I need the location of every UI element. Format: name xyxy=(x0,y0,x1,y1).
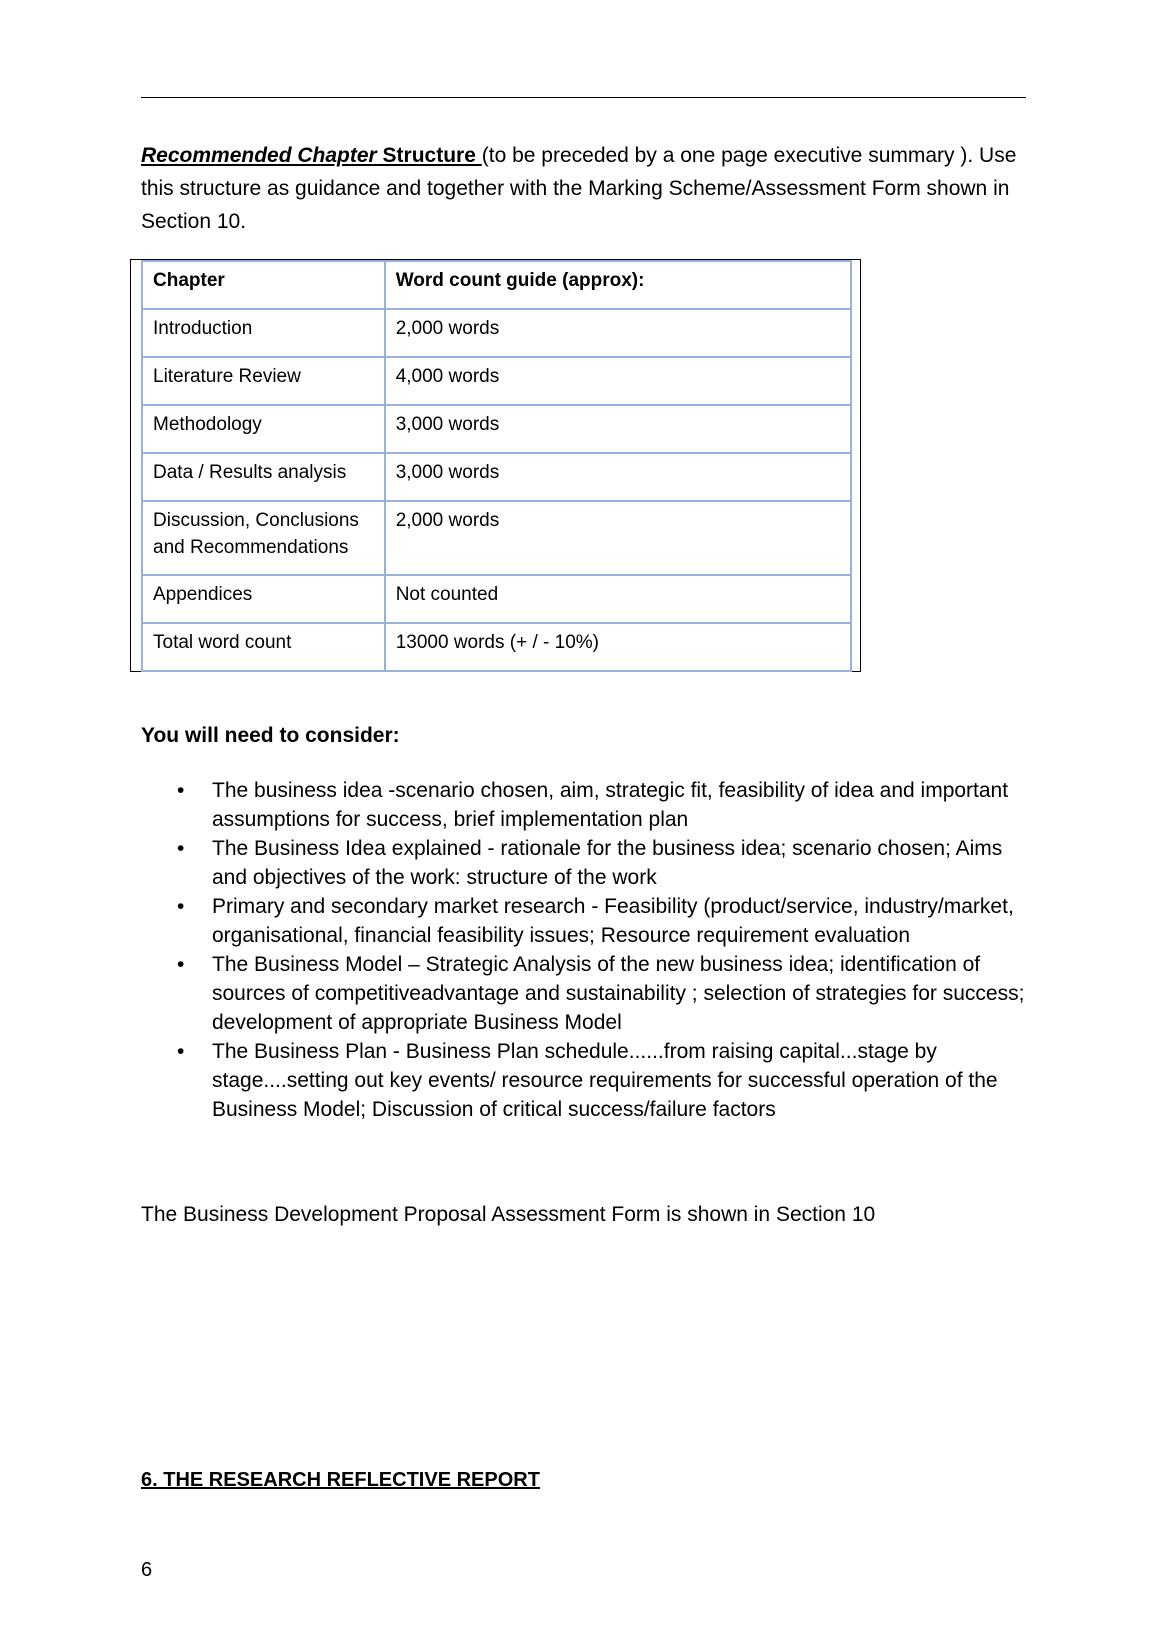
list-item-text: The Business Model – Strategic Analysis of the new business idea; identification of sources of competitiveadvantage and sustainability ; selection of strategies for success; development of appropriate Business Model xyxy=(212,953,1025,1034)
consider-heading: You will need to consider: xyxy=(141,724,400,747)
header-rule xyxy=(141,97,1026,98)
list-item-text: The business idea -scenario chosen, aim, strategic fit, feasibility of idea and important assumptions for success, brief implementation plan xyxy=(212,779,1009,831)
table-row xyxy=(142,357,851,405)
bullet-icon: • xyxy=(177,895,185,918)
chapter-cell: Literature Review xyxy=(142,357,385,405)
chapter-cell: Data / Results analysis xyxy=(142,453,385,501)
table-row xyxy=(142,623,851,671)
table-header-row xyxy=(142,261,851,309)
list-item xyxy=(141,776,1031,834)
list-item xyxy=(141,1037,1031,1124)
list-item xyxy=(141,892,1031,950)
column-header-word-count: Word count guide (approx): xyxy=(385,261,851,309)
word-count-table xyxy=(141,260,852,672)
table-row xyxy=(142,309,851,357)
bullet-icon: • xyxy=(177,837,185,860)
word-count-cell: 13000 words (+ / - 10%) xyxy=(385,623,851,671)
table-row xyxy=(142,501,851,575)
chapter-cell: Introduction xyxy=(142,309,385,357)
intro-title-bold: Structure xyxy=(376,144,482,167)
list-item xyxy=(141,950,1031,1037)
page-number: 6 xyxy=(141,1559,153,1581)
table-row xyxy=(142,453,851,501)
bullet-icon: • xyxy=(177,779,185,802)
word-count-cell: 3,000 words xyxy=(385,405,851,453)
word-count-cell: 2,000 words xyxy=(385,501,851,575)
chapter-cell: Discussion, Conclusions and Recommendations xyxy=(142,501,385,575)
column-header-chapter: Chapter xyxy=(142,261,385,309)
word-count-cell: Not counted xyxy=(385,575,851,623)
table-row xyxy=(142,575,851,623)
closing-paragraph: The Business Development Proposal Assessment Form is shown in Section 10 xyxy=(141,1203,876,1226)
list-item-text: Primary and secondary market research - Feasibility (product/service, industry/market, organisational, financial feasibility issues; Resource requirement evaluation xyxy=(212,895,1014,947)
list-item xyxy=(141,834,1031,892)
word-count-cell: 4,000 words xyxy=(385,357,851,405)
list-item-text: The Business Plan - Business Plan schedule......from raising capital...stage by stage....setting out key events/ resource requirements for successful operation of the Business Model; Discussion of critical success/failure factors xyxy=(212,1040,998,1121)
table-row xyxy=(142,405,851,453)
intro-text: (to be preceded by a one page executive summary ). Use this structure as guidance and together with the Marking Scheme/Assessment Form shown in Section 10. xyxy=(141,144,1017,233)
bullet-icon: • xyxy=(177,953,185,976)
word-count-cell: 2,000 words xyxy=(385,309,851,357)
section-heading: 6. THE RESEARCH REFLECTIVE REPORT xyxy=(141,1469,540,1491)
list-item-text: The Business Idea explained - rationale for the business idea; scenario chosen; Aims and objectives of the work: structure of the work xyxy=(212,837,1003,889)
word-count-cell: 3,000 words xyxy=(385,453,851,501)
chapter-cell: Appendices xyxy=(142,575,385,623)
chapter-cell: Methodology xyxy=(142,405,385,453)
chapter-cell: Total word count xyxy=(142,623,385,671)
intro-title-italic: Recommended Chapter xyxy=(141,144,377,167)
intro-paragraph xyxy=(141,139,1031,238)
consider-list xyxy=(141,776,1031,1124)
bullet-icon: • xyxy=(177,1040,185,1063)
